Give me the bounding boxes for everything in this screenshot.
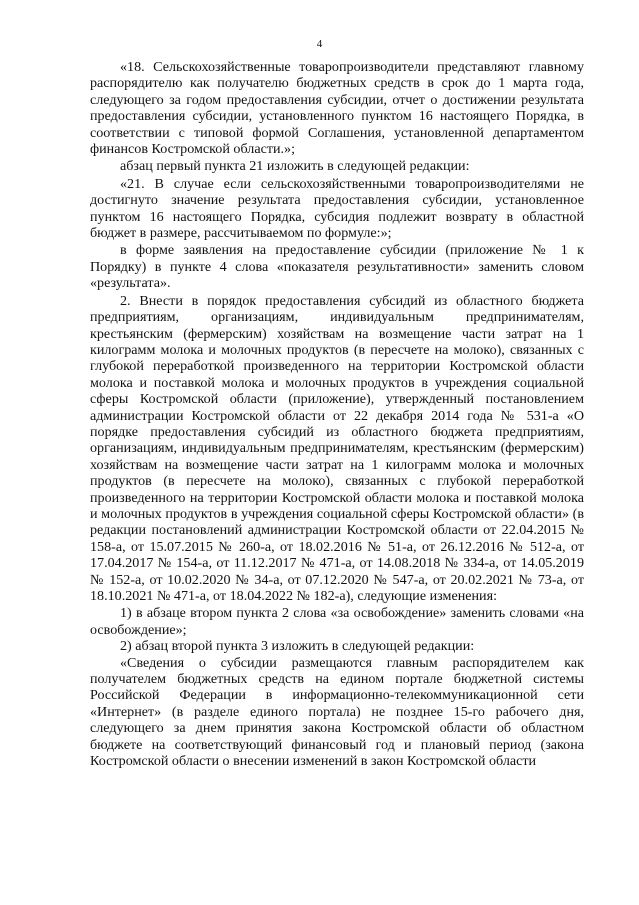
paragraph-change-1: 1) в абзаце втором пункта 2 слова «за освобождение» заменить словами «на освобождение»;	[90, 605, 584, 638]
paragraph-amendment-intro-21: абзац первый пункта 21 изложить в следующей редакции:	[120, 158, 470, 175]
paragraph-section-2: 2. Внести в порядок предоставления субсидий из областного бюджета предприятиям, организациям, индивидуальным предпринимателям, крестьянским (фермерским) хозяйствам на возмещение части затрат на 1 килограмм молока и молочных продуктов (в пересчете на молоко), связанных с глубокой переработкой произведенного на территории Костромской области молока и поставкой молока и молочных продуктов в учреждения социальной сферы Костромской области (приложение), утвержденный постановлением администрации Костромской области от 22 декабря 2014 года № 531-а «О порядке предоставления субсидий из областного бюджета предприятиям, организациям, индивидуальным предпринимателям, крестьянским (фермерским) хозяйствам на возмещение части затрат на 1 килограмм молока и молочных продуктов (в пересчете на молоко), связанных с глубокой переработкой произведенного на территории Костромской области молока и поставкой молока и молочных продуктов в учреждения социальной сферы Костромской области» (в редакции постановлений администрации Костромской области от 22.04.2015 № 158-а, от 15.07.2015 № 260-а, от 18.02.2016 № 51-а, от 26.12.2016 № 512-а, от 17.04.2017 № 154-а, от 11.12.2017 № 471-а, от 14.08.2018 № 334-а, от 14.05.2019 № 152-а, от 10.02.2020 № 34-а, от 07.12.2020 № 547-а, от 20.02.2021 № 73-а, от 18.10.2021 № 471-а, от 18.04.2022 № 182-а), следующие изменения:	[90, 292, 584, 604]
paragraph-item-18: «18. Сельскохозяйственные товаропроизводители представляют главному распорядителю как получателю бюджетных средств в срок до 1 марта года, следующего за годом предоставления субсидии, отчет о достижении результата предоставления субсидии, установленного пунктом 16 настоящего Порядка, в соответствии с типовой формой Соглашения, установленной департаментом финансов Костромской области.»;	[90, 59, 584, 158]
paragraph-change-2: 2) абзац второй пункта 3 изложить в следующей редакции:	[120, 638, 475, 655]
paragraph-item-21: «21. В случае если сельскохозяйственными товаропроизводителями не достигнуто значение результата предоставления субсидии, установленное пунктом 16 настоящего Порядка, субсидия подлежит возврату в областной бюджет в размере, рассчитываемом по формуле:»;	[90, 175, 584, 242]
document-body	[90, 59, 584, 769]
paragraph-subsidy-info: «Сведения о субсидии размещаются главным распорядителем как получателем бюджетных средств на едином портале бюджетной системы Российской Федерации в информационно-телекоммуникационной сети «Интернет» (в разделе единого портала) не позднее 15-го рабочего дня, следующего за днем принятия закона Костромской области об областном бюджете на соответствующий финансовый год и плановый период (закона Костромской области о внесении изменений в закон Костромской области	[90, 654, 584, 770]
paragraph-application-form: в форме заявления на предоставление субсидии (приложение № 1 к Порядку) в пункте 4 слова «показателя результативности» заменить словом «результата».	[90, 242, 584, 292]
page-number: 4	[316, 38, 323, 50]
